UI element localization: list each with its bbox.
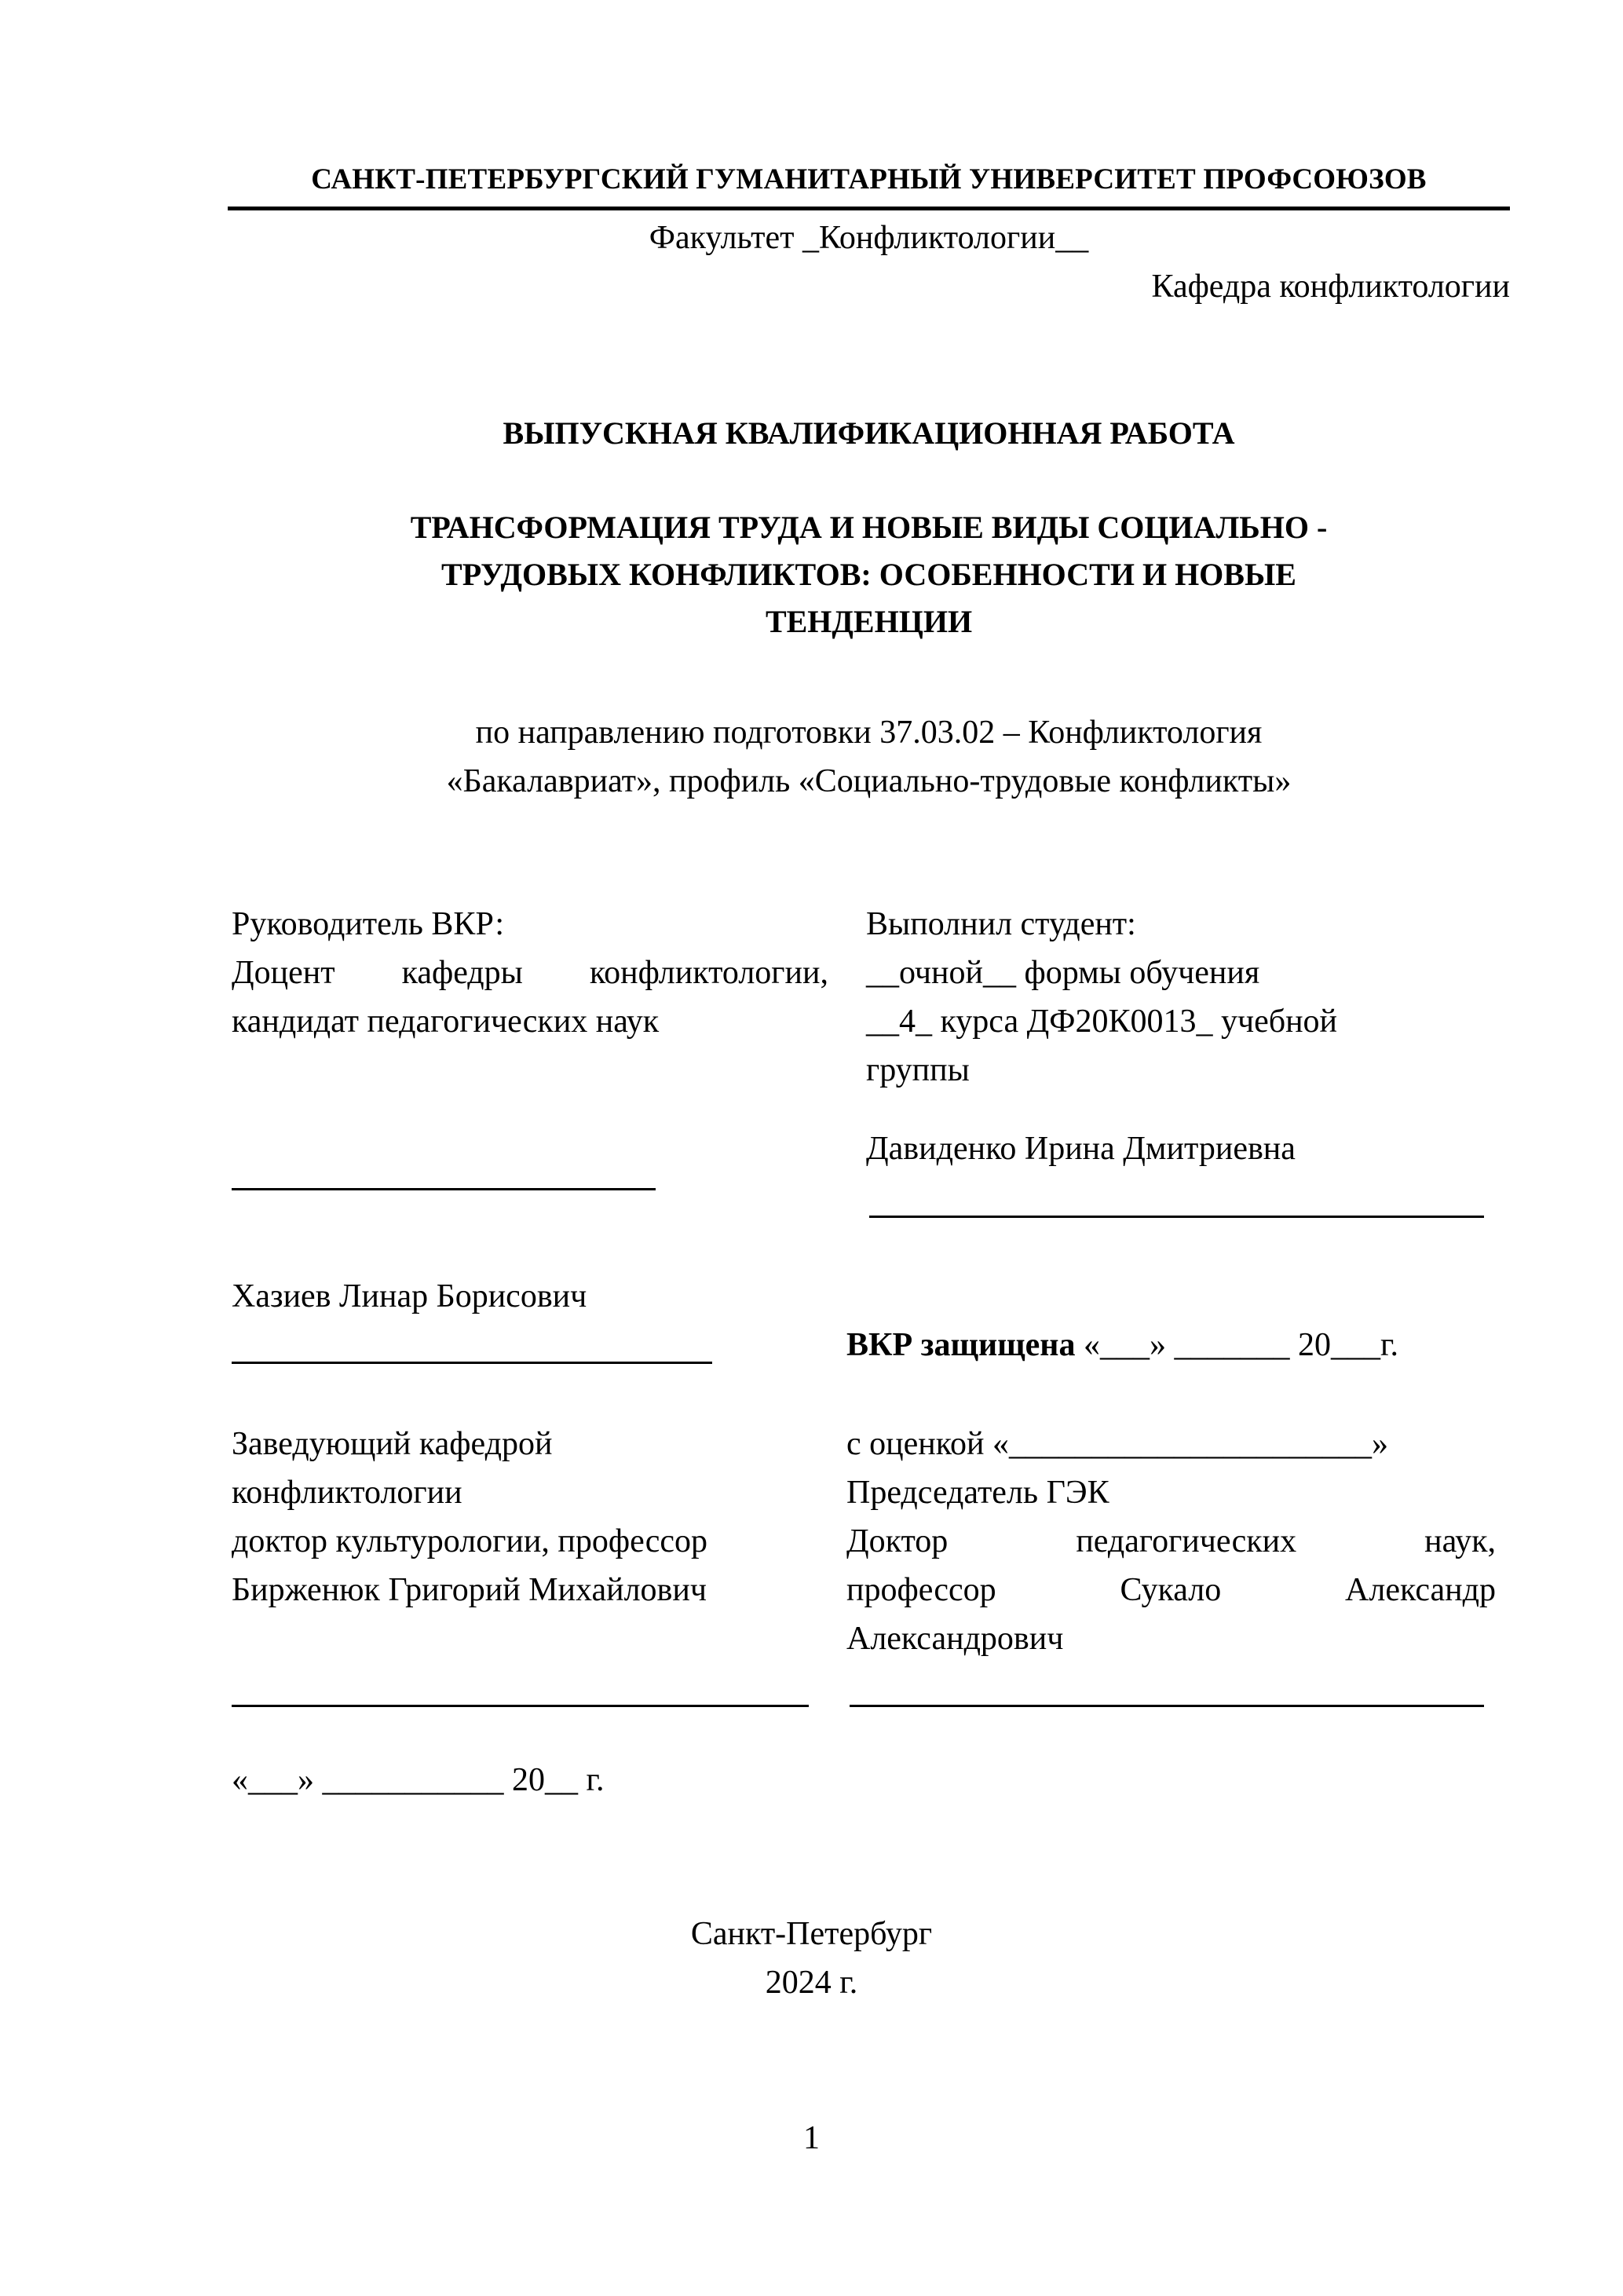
work-type-heading: ВЫПУСКНАЯ КВАЛИФИКАЦИОННАЯ РАБОТА — [503, 415, 1235, 451]
commission-chair-signature-line[interactable] — [850, 1705, 1484, 1707]
supervisor-position-word: кафедры — [401, 955, 523, 991]
commission-chair-degree-word: наук, — [1424, 1523, 1496, 1559]
year: 2024 г. — [765, 1965, 858, 2001]
commission-chair-patronymic: Александрович — [846, 1621, 1064, 1657]
head-of-chair-name: Бирженюк Григорий Михайлович — [232, 1572, 707, 1608]
thesis-title — [267, 504, 1471, 645]
commission-chair-degree-word: педагогических — [1076, 1523, 1297, 1559]
head-of-chair-title: Заведующий кафедрой — [232, 1426, 553, 1462]
supervisor-degree: кандидат педагогических наук — [232, 1004, 660, 1040]
head-of-chair-signature-line[interactable] — [232, 1705, 809, 1707]
defense-date-blank[interactable]: «___» _______ 20___г. — [1075, 1327, 1398, 1363]
thesis-title-line: ТЕНДЕНЦИИ — [765, 604, 973, 639]
chair-name: Кафедра конфликтологии — [1151, 269, 1510, 305]
student-signature-line[interactable] — [869, 1216, 1484, 1218]
supervisor-position — [232, 949, 828, 997]
defense-line — [846, 1321, 1398, 1369]
city: Санкт-Петербург — [690, 1916, 933, 1952]
faculty-name: Факультет _Конфликтологии__ — [649, 220, 1089, 256]
thesis-title-line: ТРАНСФОРМАЦИЯ ТРУДА И НОВЫЕ ВИДЫ СОЦИАЛЬНО - — [410, 510, 1328, 545]
commission-chair-degree — [846, 1517, 1496, 1566]
student-name: Давиденко Ирина Дмитриевна — [866, 1131, 1296, 1167]
head-of-chair-degree: доктор культурологии, профессор — [232, 1523, 708, 1559]
head-of-chair-date[interactable]: «___» ___________ 20__ г. — [232, 1762, 605, 1798]
commission-chair-name-line — [846, 1566, 1496, 1614]
commission-chair-name-word: профессор — [846, 1572, 996, 1608]
commission-chair-name-word: Сукало — [1120, 1572, 1222, 1608]
supervisor-name: Хазиев Линар Борисович — [232, 1278, 587, 1314]
supervisor-position-word: конфликтологии, — [589, 955, 828, 991]
student-study-form: __очной__ формы обучения — [866, 955, 1260, 991]
university-name: САНКТ-ПЕТЕРБУРГСКИЙ ГУМАНИТАРНЫЙ УНИВЕРСИТЕТ ПРОФСОЮЗОВ — [311, 163, 1427, 196]
student-course-group: __4_ курса ДФ20К0013_ учебной — [866, 1004, 1338, 1040]
student-group-word: группы — [866, 1052, 970, 1088]
page-number: 1 — [803, 2120, 820, 2156]
supervisor-label: Руководитель ВКР: — [232, 906, 505, 942]
supervisor-position-word: Доцент — [232, 955, 335, 991]
defense-label: ВКР защищена — [846, 1327, 1076, 1363]
supervisor-signature-line[interactable] — [232, 1188, 656, 1190]
commission-chair-degree-word: Доктор — [846, 1523, 949, 1559]
study-direction: по направлению подготовки 37.03.02 – Конфликтология — [475, 715, 1263, 751]
commission-chair-name-word: Александр — [1345, 1572, 1496, 1608]
student-label: Выполнил студент: — [866, 906, 1136, 942]
header-rule — [228, 207, 1510, 210]
thesis-title-line: ТРУДОВЫХ КОНФЛИКТОВ: ОСОБЕННОСТИ И НОВЫЕ — [441, 557, 1296, 592]
commission-chair-label: Председатель ГЭК — [846, 1475, 1109, 1511]
supervisor-name-signature-line[interactable] — [232, 1362, 712, 1364]
study-profile: «Бакалавриат», профиль «Социально-трудовые конфликты» — [446, 763, 1292, 799]
head-of-chair-department: конфликтологии — [232, 1475, 462, 1511]
grade-field[interactable]: с оценкой «______________________» — [846, 1426, 1388, 1462]
